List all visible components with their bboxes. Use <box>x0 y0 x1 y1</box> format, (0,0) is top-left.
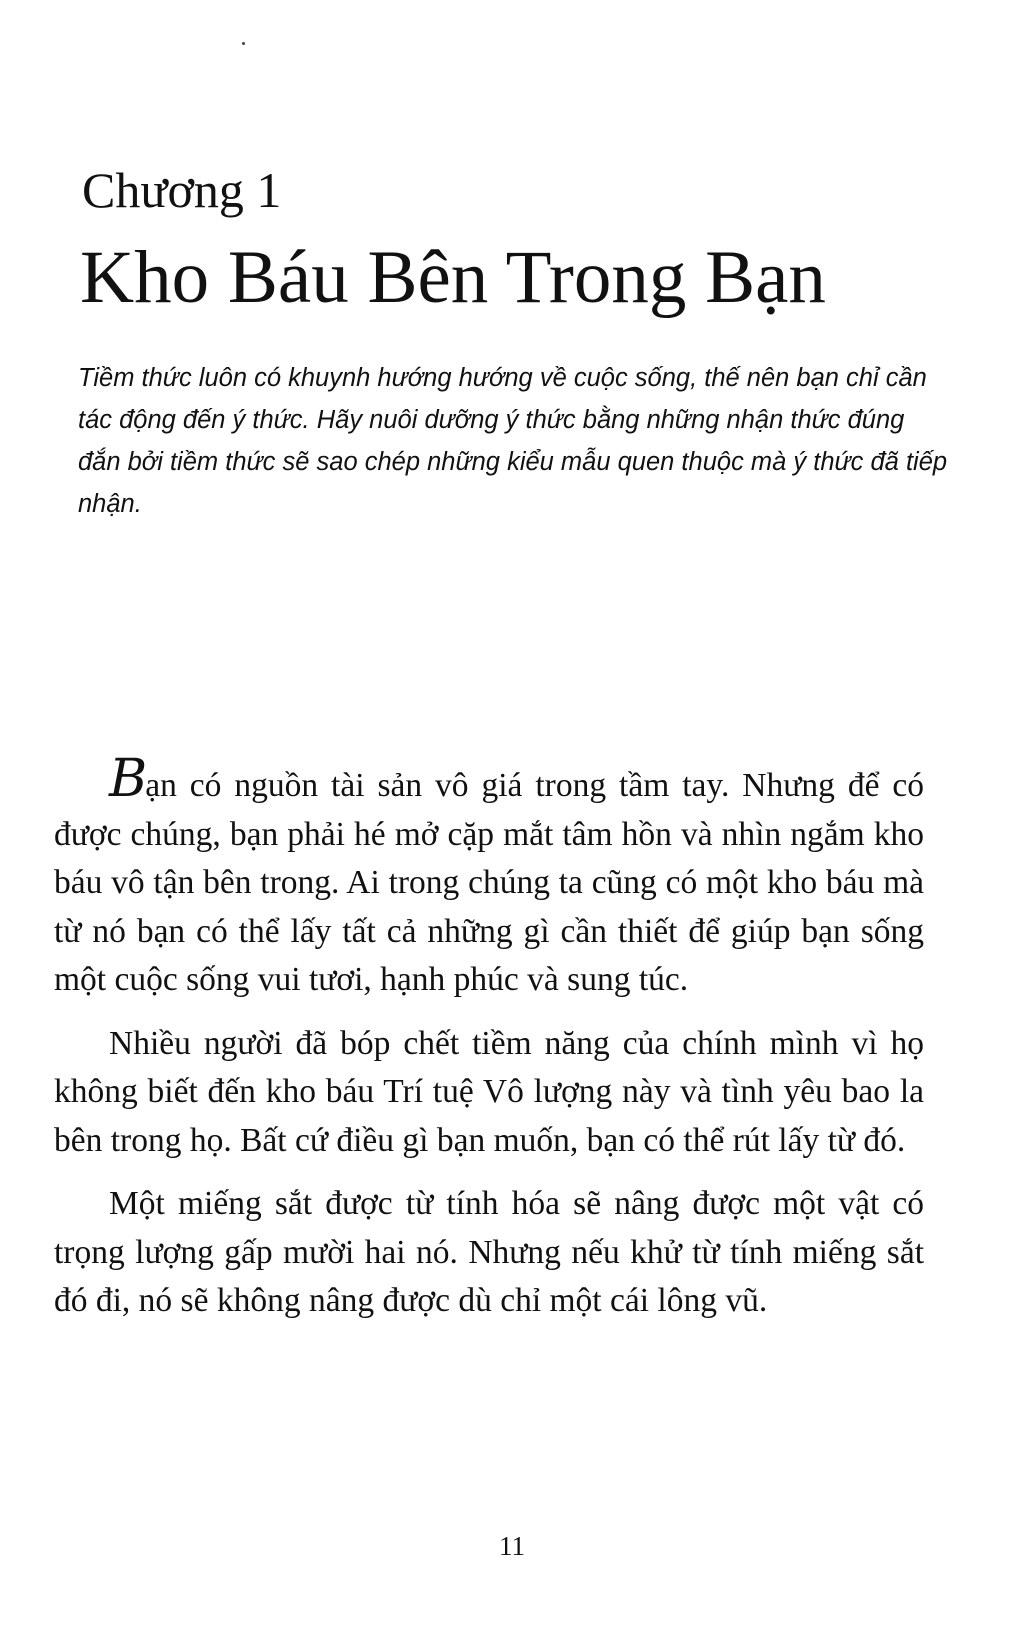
page-number: 11 <box>499 1531 525 1561</box>
paragraph-1 <box>54 749 924 1005</box>
chapter-title: Kho Báu Bên Trong Bạn <box>80 236 826 319</box>
body-text <box>54 749 924 1341</box>
paragraph-2: Nhiều người đã bóp chết tiềm năng của chính mình vì họ không biết đến kho báu Trí tuệ Vô lượng này và tình yêu bao la bên trong họ. Bất cứ điều gì bạn muốn, bạn có thể rút lấy từ đó. <box>54 1024 924 1159</box>
print-speck <box>242 42 245 45</box>
paragraph-1-text: ạn có nguồn tài sản vô giá trong tầm tay. Nhưng để có được chúng, bạn phải hé mở cặp mắt tâm hồn và nhìn ngắm kho báu vô tận bên trong. Ai trong chúng ta cũng có một kho báu mà từ nó bạn có thể lấy tất cả những gì cần thiết để giúp bạn sống một cuộc sống vui tươi, hạnh phúc và sung túc. <box>54 767 924 998</box>
chapter-label: Chương 1 <box>82 162 282 218</box>
epigraph: Tiềm thức luôn có khuynh hướng hướng về cuộc sống, thế nên bạn chỉ cần tác động đến ý thức. Hãy nuôi dưỡng ý thức bằng những nhận thức đúng đắn bởi tiềm thức sẽ sao chép những kiểu mẫu quen thuộc mà ý thức đã tiếp nhận. <box>78 364 948 518</box>
paragraph-3: Một miếng sắt được từ tính hóa sẽ nâng được một vật có trọng lượng gấp mười hai nó. Nhưng nếu khử từ tính miếng sắt đó đi, nó sẽ không nâng được dù chỉ một cái lông vũ. <box>54 1185 924 1319</box>
drop-cap: B <box>109 749 146 809</box>
